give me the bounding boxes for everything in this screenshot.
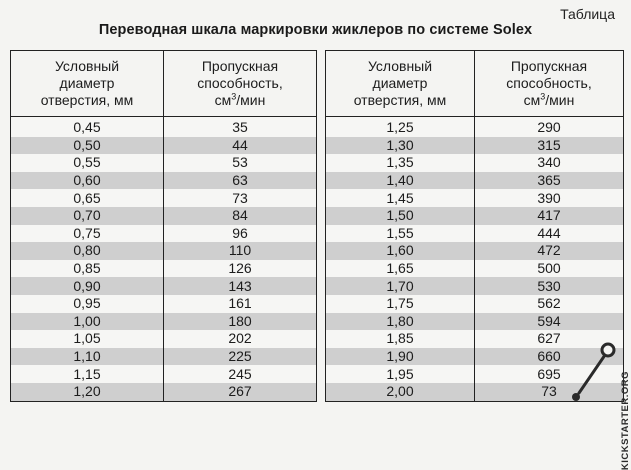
cell-capacity: 267	[164, 383, 317, 401]
cell-diameter: 1,00	[11, 313, 164, 331]
table-row	[326, 117, 624, 137]
cell-capacity: 315	[475, 137, 624, 155]
cell-capacity: 143	[164, 277, 317, 295]
table-row	[326, 137, 624, 155]
cell-capacity: 340	[475, 154, 624, 172]
cell-capacity: 627	[475, 330, 624, 348]
cell-diameter: 1,70	[326, 277, 475, 295]
table-row	[326, 154, 624, 172]
table-row	[11, 225, 317, 243]
cell-capacity: 562	[475, 295, 624, 313]
cell-capacity: 290	[475, 117, 624, 137]
cell-capacity: 73	[475, 383, 624, 401]
cell-diameter: 1,75	[326, 295, 475, 313]
cell-diameter: 1,95	[326, 365, 475, 383]
header-capacity: Пропускная способность, $см^3$/мин	[164, 51, 317, 117]
cell-diameter: 0,85	[11, 260, 164, 278]
cell-diameter: 1,55	[326, 225, 475, 243]
cell-diameter: 0,70	[11, 207, 164, 225]
cell-capacity: 126	[164, 260, 317, 278]
cell-capacity: 390	[475, 189, 624, 207]
cell-capacity: 84	[164, 207, 317, 225]
header-diameter: Условный диаметр отверстия, мм	[326, 51, 475, 117]
header-row	[11, 51, 317, 117]
cell-diameter: 1,65	[326, 260, 475, 278]
watermark	[565, 323, 631, 470]
cell-diameter: 1,40	[326, 172, 475, 190]
cell-diameter: 1,90	[326, 348, 475, 366]
cell-diameter: 1,80	[326, 313, 475, 331]
cell-diameter: 0,80	[11, 242, 164, 260]
cell-diameter: 2,00	[326, 383, 475, 401]
cell-diameter: 0,50	[11, 137, 164, 155]
cell-capacity: 63	[164, 172, 317, 190]
cell-capacity: 110	[164, 242, 317, 260]
cell-diameter: 0,55	[11, 154, 164, 172]
cell-diameter: 0,45	[11, 117, 164, 137]
table-caption-label: Таблица	[560, 6, 615, 22]
cell-capacity: 53	[164, 154, 317, 172]
table-left	[10, 50, 317, 402]
table-row	[11, 207, 317, 225]
cell-diameter: 1,60	[326, 242, 475, 260]
cell-capacity: 35	[164, 117, 317, 137]
cell-diameter: 1,15	[11, 365, 164, 383]
table-row	[326, 207, 624, 225]
cell-capacity: 96	[164, 225, 317, 243]
cell-capacity: 500	[475, 260, 624, 278]
page-title: Переводная шкала маркировки жиклеров по системе Solex	[98, 22, 533, 38]
cell-diameter: 0,60	[11, 172, 164, 190]
table-row	[11, 313, 317, 331]
table-row	[11, 277, 317, 295]
cell-capacity: 161	[164, 295, 317, 313]
table-row	[326, 225, 624, 243]
cell-capacity: 660	[475, 348, 624, 366]
cell-capacity: 73	[164, 189, 317, 207]
cell-diameter: 1,30	[326, 137, 475, 155]
table-row	[11, 137, 317, 155]
header-diameter: Условный диаметр отверстия, мм	[11, 51, 164, 117]
table-row	[11, 242, 317, 260]
cell-capacity: 365	[475, 172, 624, 190]
table-row	[11, 383, 317, 401]
table-row	[11, 189, 317, 207]
cell-capacity: 225	[164, 348, 317, 366]
table-row	[11, 154, 317, 172]
cell-diameter: 1,45	[326, 189, 475, 207]
cell-capacity: 594	[475, 313, 624, 331]
cell-diameter: 1,05	[11, 330, 164, 348]
cell-diameter: 1,50	[326, 207, 475, 225]
table-row	[326, 189, 624, 207]
cell-capacity: 444	[475, 225, 624, 243]
table-row	[11, 172, 317, 190]
wrench-icon	[565, 323, 625, 403]
cell-diameter: 0,75	[11, 225, 164, 243]
cell-diameter: 1,10	[11, 348, 164, 366]
cell-diameter: 1,20	[11, 383, 164, 401]
table-row	[11, 365, 317, 383]
header-capacity: Пропускная способность, $см^3$/мин	[475, 51, 624, 117]
cell-diameter: 1,25	[326, 117, 475, 137]
table-row	[326, 260, 624, 278]
cell-capacity: 202	[164, 330, 317, 348]
table-row	[11, 330, 317, 348]
cell-diameter: 1,35	[326, 154, 475, 172]
table-row	[326, 172, 624, 190]
table-row	[11, 348, 317, 366]
table-row	[11, 117, 317, 137]
cell-diameter: 0,95	[11, 295, 164, 313]
watermark-text: KICKSTARTER.ORG	[620, 371, 631, 470]
cell-diameter: 0,65	[11, 189, 164, 207]
cell-diameter: 0,90	[11, 277, 164, 295]
table-row	[11, 260, 317, 278]
cell-capacity: 245	[164, 365, 317, 383]
cell-capacity: 44	[164, 137, 317, 155]
cell-capacity: 695	[475, 365, 624, 383]
cell-diameter: 1,85	[326, 330, 475, 348]
table-row	[11, 295, 317, 313]
cell-capacity: 530	[475, 277, 624, 295]
cell-capacity: 180	[164, 313, 317, 331]
header-row	[326, 51, 624, 117]
cell-capacity: 417	[475, 207, 624, 225]
cell-capacity: 472	[475, 242, 624, 260]
table-row	[326, 242, 624, 260]
table-row	[326, 277, 624, 295]
table-row	[326, 295, 624, 313]
